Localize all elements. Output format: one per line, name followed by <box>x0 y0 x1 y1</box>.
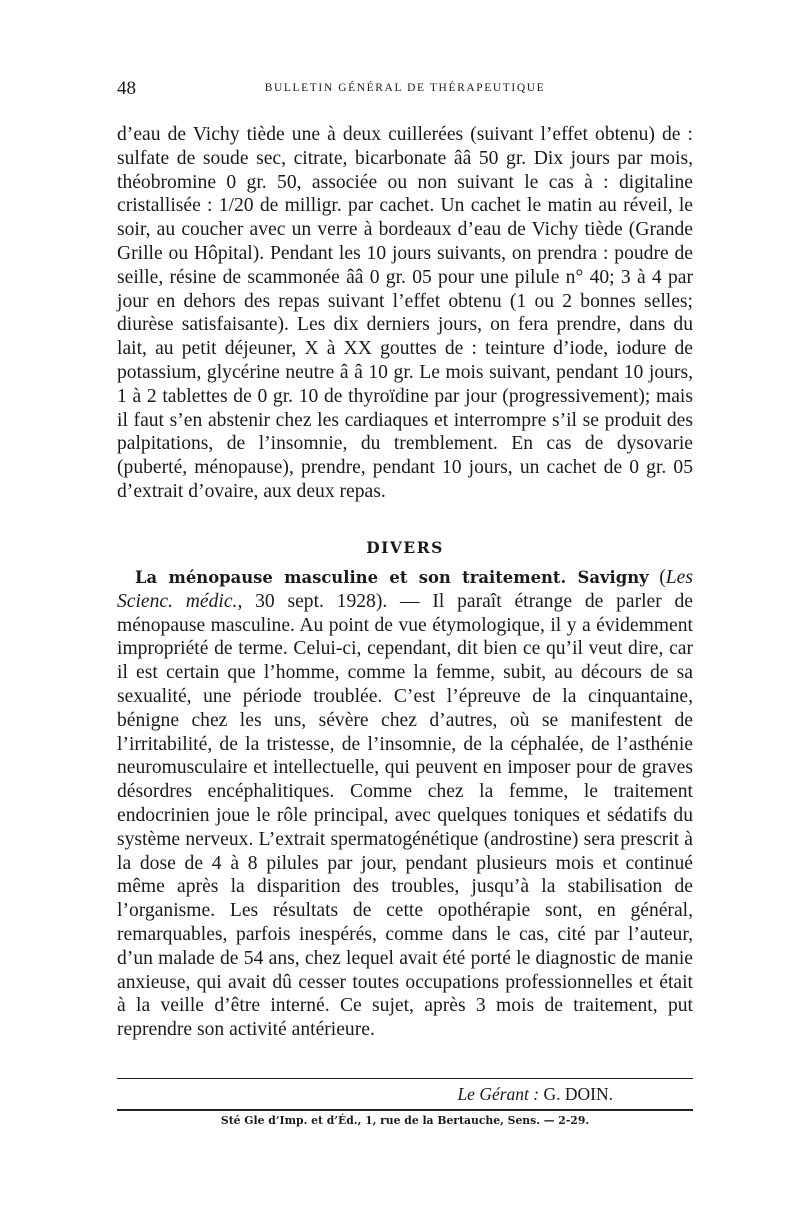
citation-source: Les Scienc. médic. <box>117 567 693 612</box>
citation-open: ( <box>648 567 666 588</box>
signature-name: G. DOIN. <box>539 1084 613 1104</box>
citation-rest: , 30 sept. 1928). — <box>237 590 433 612</box>
paragraph-continued: d’eau de Vichy tiède une à deux cuillerées (suivant l’effet obtenu) de : sulfate de soude sec, citrate, bicarbonate ââ 50 gr. Dix jours par mois, théobromine 0 gr. 50, associée ou non suivant le cas à : digitaline cristallisée : 1/20 de milligr. par cachet. Un cachet le matin au réveil, le soir, au coucher avec un verre à bordeaux d’eau de Vichy tiède (Grande Grille ou Hôpital). Pendant les 10 jours suivants, on prendra : poudre de seille, résine de scammonée ââ 0 gr. 05 pour une pilule n° 40; 3 à 4 par jour en dehors des repas suivant l’effet obtenu (1 ou 2 bonnes selles; diurèse satisfaisante). Les dix derniers jours, on fera prendre, dans du lait, au petit déjeuner, X à XX gouttes de : teinture d’iode, iodure de potassium, glycérine neutre â â 10 gr. Le mois suivant, pendant 10 jours, 1 à 2 tablettes de 0 gr. 10 de thyroïdine par jour (progressivement); mais il faut s’en abstenir chez les cardiaques et interrompre s’il se produit des palpitations, de l’insomnie, du tremblement. En cas de dysovarie (puberté, ménopause), prendre, pendant 10 jours, un cachet de 0 gr. 05 d’extrait d’ovaire, aux deux repas. <box>117 124 693 502</box>
printer-imprint: Sté Gle d’Imp. et d’Éd., 1, rue de la Bertauche, Sens. — 2-29. <box>220 1114 590 1127</box>
running-head <box>117 78 693 100</box>
footer-rule-bottom <box>117 1109 693 1111</box>
signature-label: Le Gérant : <box>457 1084 540 1104</box>
running-title: BULLETIN GÉNÉRAL DE THÉRAPEUTIQUE <box>264 82 546 94</box>
footer-rule-top <box>117 1078 693 1079</box>
page-number: 48 <box>117 78 136 99</box>
article-paragraph <box>117 566 693 1042</box>
section-heading: DIVERS <box>366 538 444 557</box>
article-title: La ménopause masculine et son traitement. Savigny <box>135 568 649 587</box>
signature <box>117 1084 613 1105</box>
article-body: Il paraît étrange de parler de ménopause masculine. Au point de vue étymologique, il y a évidemment impropriété de terme. Celui-ci, cependant, dit bien ce qu’il veut dire, car il est certain que l’homme, comme la femme, subit, au décours de sa sexualité, une période troublée. C’est l’épreuve de la cinquantaine, bénigne chez les uns, sévère chez d’autres, où se manifestent de l’irritabilité, de la tristesse, de l’insomnie, de la céphalée, de l’asthénie neuromusculaire et intellectuelle, qui peuvent en imposer pour de graves désordres encéphalitiques. Comme chez la femme, le traitement endocrinien joue le rôle principal, avec quelques toniques et sédatifs du système nerveux. L’extrait spermatogénétique (androstine) sera prescrit à la dose de 4 à 8 pilules par jour, pendant plusieurs mois et continué même après la disparition des troubles, jusqu’à la stabilisation de l’organisme. Les résultats de cette opothérapie sont, en général, remarquables, parfois inespérés, comme dans le cas, cité par l’auteur, d’un malade de 54 ans, chez lequel avait été porté le diagnostic de manie anxieuse, qui avait dû cesser toutes occupations professionnelles et était à la veille d’être interné. Ce sujet, après 3 mois de traitement, put reprendre son activité antérieure. <box>117 590 694 1041</box>
